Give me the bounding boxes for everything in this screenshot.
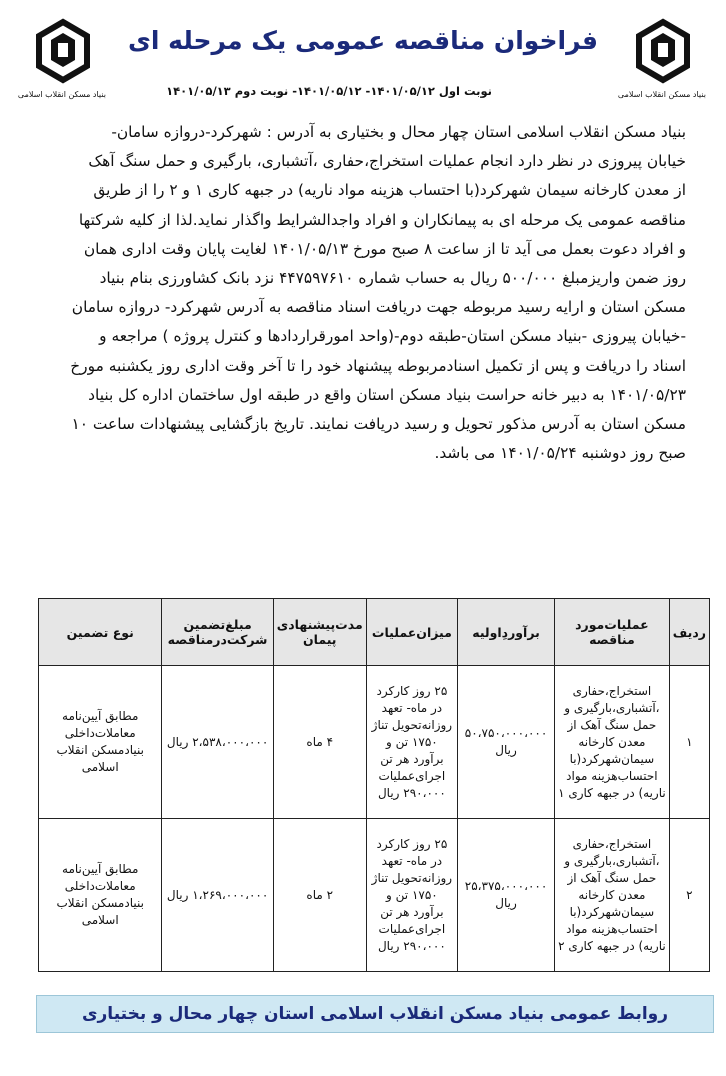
body-line: مسکن استان به آدرس مذکور تحویل و رسید دریافت نمایند. تاریخ بازگشایی پیشنهادات ساعت ۱۰ [71,415,686,434]
body-line: اسناد را دریافت و پس از تکمیل اسنادمربوطه پیشنهاد خود را تا آخر وقت اداری روز یکشنبه مورخ [70,356,686,375]
table-row [39,819,710,972]
col-header-row-number: ردیف [669,599,709,666]
cell-duration: ۲ ماه [273,819,366,972]
cell-guarantee-type: مطابق آیین‌نامه معاملات‌داخلی بنیادمسکن انقلاب اسلامی [39,666,162,819]
body-line: از معدن کارخانه سیمان شهرکرد(با احتساب هزینه مواد ناریه) در جبهه کاری ۱ و ۲ را از طریق [93,181,686,200]
cell-volume: ۲۵ روز کارکرد در ماه- تعهد روزانه‌تحویل تناژ ۱۷۵۰ تن و برآورد هر تن اجرای‌عملیات ۲۹۰،۰۰۰ ریال [366,666,457,819]
tender-table [38,598,710,972]
cell-guarantee-amount: ۱،۲۶۹،۰۰۰،۰۰۰ ریال [162,819,273,972]
header [17,12,706,112]
col-header-estimate: برآوردِاولیه [458,599,555,666]
col-header-guarantee-amount: مبلغ‌تضمین شرکت‌در‌مناقصه [162,599,273,666]
cell-duration: ۴ ماه [273,666,366,819]
body-line: صبح روز دوشنبه ۱۴۰۱/۰۵/۲۴ می باشد. [434,444,686,463]
cell-operation: استخراج،حفاری ،آتشباری،بارگیری و حمل سنگ آهک از معدن کارخانه سیمان‌شهرکرد(با احتساب‌هزینه مواد ناریه) در جبهه کاری ۲ [555,819,670,972]
col-header-duration: مدت‌پیشنهادی پیمان [273,599,366,666]
col-header-guarantee-type: نوع تضمین [39,599,162,666]
body-line: روز ضمن واریزمبلغ ۵۰۰/۰۰۰ ریال به حساب شماره ۴۴۷۵۹۷۶۱۰ نزد بانک کشاورزی بنام بنیاد [99,269,686,288]
announcement-body [34,118,686,468]
cell-guarantee-amount: ۲،۵۳۸،۰۰۰،۰۰۰ ریال [162,666,273,819]
cell-volume: ۲۵ روز کارکرد در ماه- تعهد روزانه‌تحویل تناژ ۱۷۵۰ تن و برآورد هر تن اجرای‌عملیات ۲۹۰،۰۰۰ ریال [366,819,457,972]
col-header-volume: میزان‌عملیات [366,599,457,666]
body-line: -خیابان پیروزی -بنیاد مسکن استان-طبقه دوم-(واحد امورقراردادها و کنترل پروژه ) مراجعه و [99,327,686,346]
cell-row-number: ۲ [669,819,709,972]
cell-estimate: ۲۵،۳۷۵،۰۰۰،۰۰۰ ریال [458,819,555,972]
emblem-icon [33,18,93,88]
body-line: مناقصه عمومی یک مرحله ای به پیمانکاران و افراد واجدالشرایط واگذار نماید.لذا از کلیه شرکتها [78,210,686,229]
footer-banner: روابط عمومی بنیاد مسکن انقلاب اسلامی استان چهار محال و بختیاری [36,995,714,1033]
cell-estimate: ۵۰،۷۵۰،۰۰۰،۰۰۰ ریال [458,666,555,819]
table-header-row [39,599,710,666]
table-row [39,666,710,819]
body-line: بنیاد مسکن انقلاب اسلامی استان چهار محال و بختیاری به آدرس : شهرکرد-دروازه سامان- [111,123,686,141]
logo-right [617,18,706,110]
logo-caption: بنیاد مسکن انقلاب اسلامی [17,90,106,99]
body-line: و افراد دعوت بعمل می آید تا از ساعت ۸ صبح مورخ ۱۴۰۱/۰۵/۱۳ لغایت پایان وقت اداری همان [83,239,686,258]
body-line: خیابان پیروزی در نظر دارد انجام عملیات استخراج،حفاری ،آتشباری، بارگیری و حمل سنگ آهک [88,152,686,171]
cell-operation: استخراج،حفاری ،آتشباری،بارگیری و حمل سنگ آهک از معدن کارخانه سیمان‌شهرکرد(با احتساب‌هزینه مواد ناریه) در جبهه کاری ۱ [555,666,670,819]
body-line: مسکن استان و ارایه رسید مربوطه جهت دریافت اسناد مناقصه به آدرس شهرکرد- دروازه سامان [71,298,686,317]
col-header-operation: عملیات‌مورد مناقصه [555,599,670,666]
page-title: فراخوان مناقصه عمومی یک مرحله ای [127,26,598,55]
logo-caption: بنیاد مسکن انقلاب اسلامی [617,90,706,99]
body-line: ۱۴۰۱/۰۵/۲۳ به دبیر خانه حراست بنیاد مسکن استان واقع در طبقه اول ساختمان اداره کل بنیاد [88,385,686,404]
cell-row-number: ۱ [669,666,709,819]
publication-dates: نوبت اول ۱۴۰۱/۰۵/۱۲- ۱۴۰۱/۰۵/۱۲- نوبت دوم ۱۴۰۱/۰۵/۱۳ [166,84,492,98]
cell-guarantee-type: مطابق آیین‌نامه معاملات‌داخلی بنیادمسکن انقلاب اسلامی [39,819,162,972]
emblem-icon [633,18,693,88]
logo-left [17,18,106,110]
